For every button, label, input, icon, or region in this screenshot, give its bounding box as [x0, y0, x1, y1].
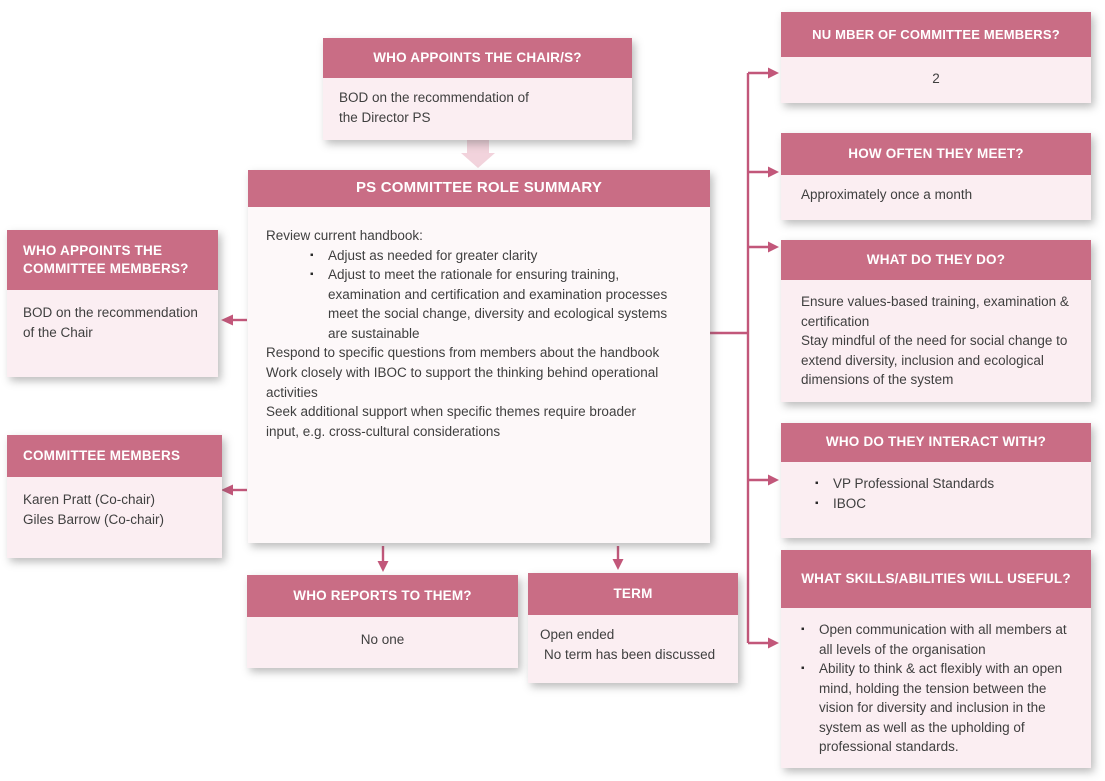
box-chair-appointment-title: WHO APPOINTS THE CHAIR/S?: [323, 38, 632, 78]
box-interactions: [781, 423, 1091, 538]
body-line: Stay mindful of the need for social change to extend diversity, inclusion and ecological dimensions of the system: [801, 333, 1068, 388]
box-skills-body: [781, 608, 1091, 768]
arrow-to-skills: [768, 638, 779, 649]
bullet-icon: ▪: [815, 497, 819, 509]
skill-item: [801, 620, 1077, 659]
bullet-icon: ▪: [310, 249, 314, 261]
body-line: Ensure values-based training, examination & certification: [801, 294, 1069, 329]
skill-item: [801, 659, 1077, 757]
box-role-summary-body: [248, 207, 710, 543]
box-reports-title: WHO REPORTS TO THEM?: [247, 575, 518, 617]
summary-bullet-text: Adjust as needed for greater clarity: [328, 247, 538, 263]
body-line: Open ended: [540, 627, 615, 642]
summary-bullet-item: [266, 246, 692, 266]
box-chair-appointment-body: [323, 78, 632, 140]
box-what-they-do-title: WHAT DO THEY DO?: [781, 240, 1091, 280]
box-what-they-do: [781, 240, 1091, 402]
box-members-title: COMMITTEE MEMBERS: [7, 435, 222, 477]
pale-arrow-chair-to-summary: [461, 140, 495, 168]
box-member-appointment: [7, 230, 218, 377]
box-chair-appointment: [323, 38, 632, 140]
summary-paragraph: Seek additional support when specific themes require broader input, e.g. cross-cultural considerations: [266, 404, 636, 439]
box-term-body: [528, 615, 738, 683]
box-meeting-frequency-title: HOW OFTEN THEY MEET?: [781, 133, 1091, 175]
box-what-they-do-body: [781, 280, 1091, 402]
box-member-appointment-title: WHO APPOINTS THE COMMITTEE MEMBERS?: [7, 230, 218, 290]
member-name: Giles Barrow (Co-chair): [23, 511, 165, 527]
summary-intro: Review current handbook:: [266, 228, 423, 243]
bullet-icon: ▪: [801, 624, 805, 635]
box-skills-title: WHAT SKILLS/ABILITIES WILL USEFUL?: [781, 550, 1091, 608]
box-role-summary: [248, 170, 710, 543]
arrow-to-what-they-do: [768, 242, 779, 253]
interaction-text: VP Professional Standards: [833, 476, 995, 491]
skill-text: Open communication with all members at all levels of the organisation: [819, 622, 1067, 657]
summary-paragraph: Work closely with IBOC to support the thinking behind operational activities: [266, 364, 659, 400]
summary-bullet-text: Adjust to meet the rationale for ensuring training, examination and certification and examination processes meet the social change, diversity and ecological systems are sustainable: [328, 267, 668, 341]
arrow-to-member-appointment: [221, 315, 233, 326]
box-interactions-title: WHO DO THEY INTERACT WITH?: [781, 423, 1091, 462]
box-member-count-body: 2: [781, 57, 1091, 103]
arrow-to-member-count: [768, 68, 779, 79]
box-role-summary-title: PS COMMITTEE ROLE SUMMARY: [248, 170, 710, 207]
bullet-icon: ▪: [815, 478, 819, 489]
box-meeting-frequency-body: Approximately once a month: [781, 175, 1091, 220]
box-term: [528, 573, 738, 683]
box-member-count-title: NU MBER OF COMMITTEE MEMBERS?: [781, 12, 1091, 57]
box-interactions-body: [781, 462, 1091, 538]
member-name: Karen Pratt (Co-chair): [23, 492, 156, 507]
interaction-item: [815, 474, 1077, 494]
body-line: BOD on the recommendation of: [339, 90, 529, 105]
box-reports-body: No one: [247, 617, 518, 668]
summary-paragraph: Respond to specific questions from members about the handbook: [266, 345, 660, 361]
skill-text: Ability to think & act flexibly with an open mind, holding the tension between the vision for diversity and inclusion in the system as well as the upholding of professional standards.: [819, 661, 1063, 755]
body-line: No term has been discussed: [544, 646, 716, 662]
bullet-icon: ▪: [801, 663, 805, 675]
summary-bullet-item: [266, 265, 692, 343]
arrow-to-reports: [378, 561, 389, 572]
box-members: [7, 435, 222, 558]
box-skills: [781, 550, 1091, 768]
box-term-title: TERM: [528, 573, 738, 615]
box-meeting-frequency: [781, 133, 1091, 220]
box-reports: [247, 575, 518, 668]
box-member-appointment-body: BOD on the recommendation of the Chair: [7, 290, 218, 377]
arrow-to-meeting-frequency: [768, 167, 779, 178]
box-member-count: [781, 12, 1091, 103]
box-members-body: [7, 477, 222, 558]
arrow-to-interactions: [768, 475, 779, 486]
interaction-text: IBOC: [833, 495, 867, 511]
arrow-to-members: [221, 485, 233, 496]
bullet-icon: ▪: [310, 269, 314, 281]
arrow-to-term: [613, 559, 624, 570]
body-line: the Director PS: [339, 109, 431, 125]
interaction-item: [815, 494, 1077, 514]
